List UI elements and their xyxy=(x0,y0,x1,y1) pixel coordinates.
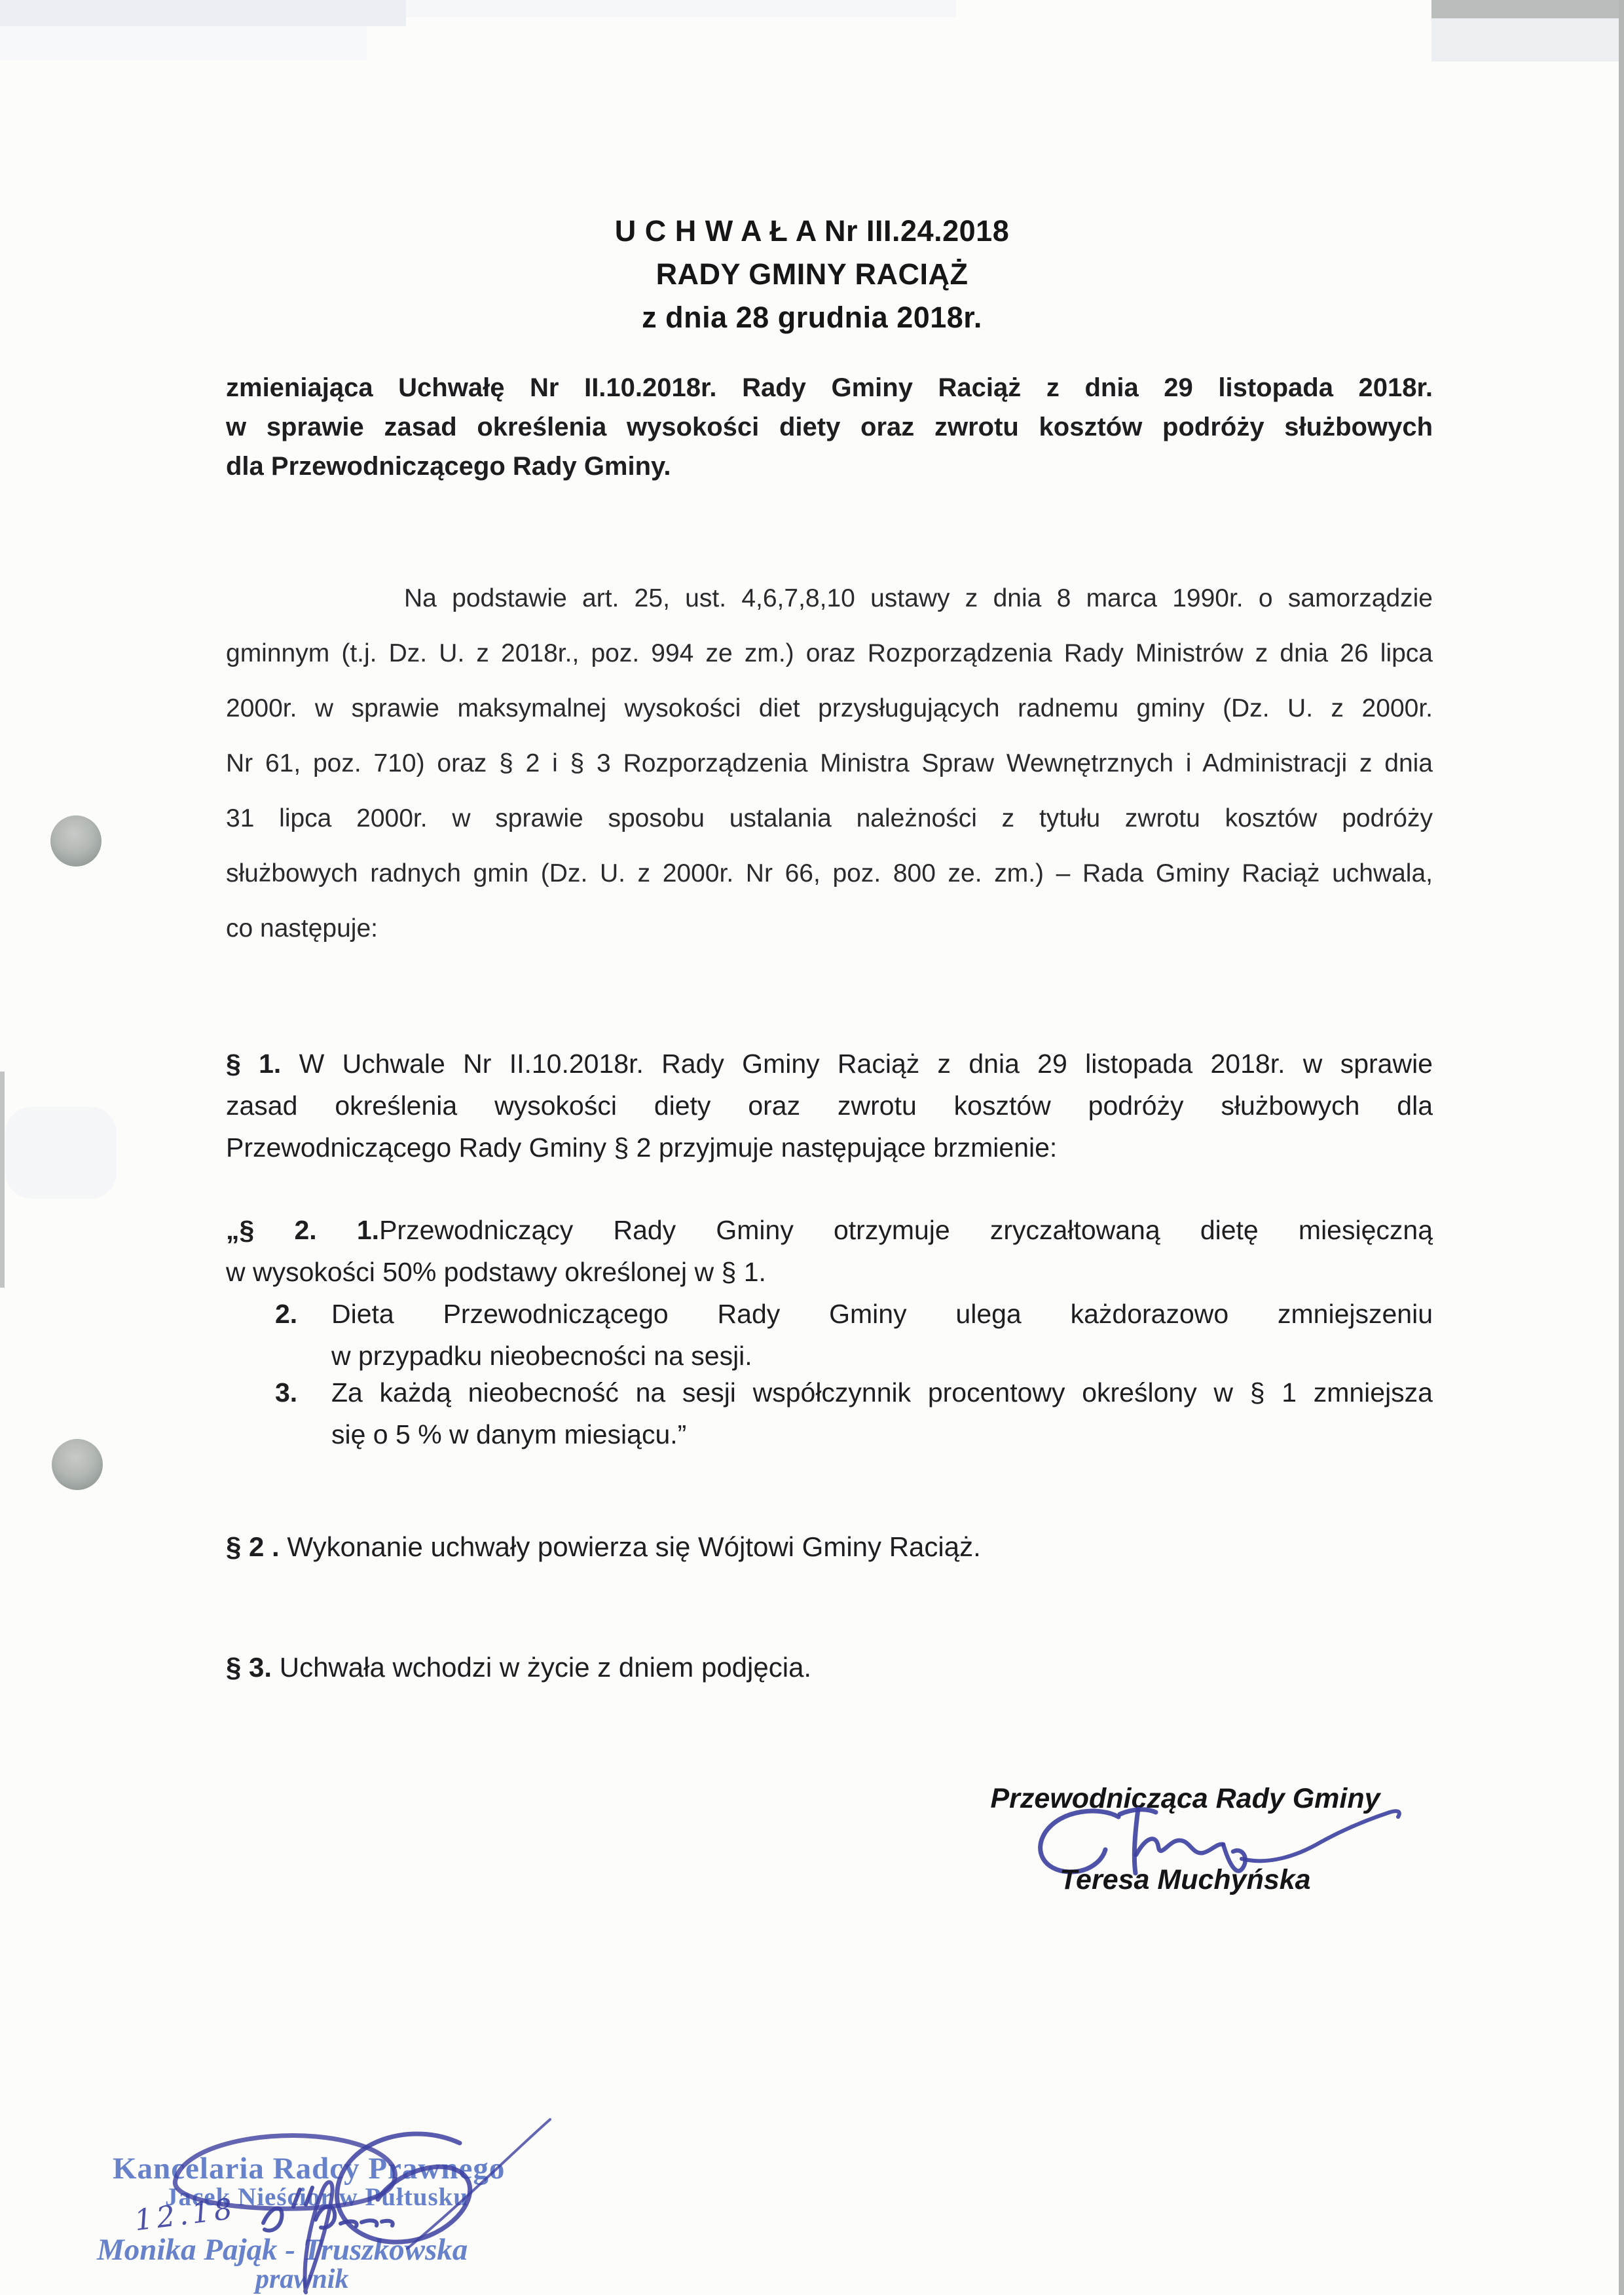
document-title xyxy=(0,210,1624,339)
scan-artifact-top-left-band-2 xyxy=(0,26,367,60)
section-1-label: § 1. xyxy=(226,1049,282,1079)
section-3-label: § 3. xyxy=(226,1652,272,1683)
signatory-name: Teresa Muchyńska xyxy=(1060,1864,1311,1895)
scan-artifact-top-right-band-2 xyxy=(1431,18,1624,62)
scan-artifact-left-edge xyxy=(0,1072,5,1288)
section-3-paragraph: § 3. Uchwała wchodzi w życie z dniem podjęcia. xyxy=(226,1652,812,1683)
quoted-item-2-line: w przypadku nieobecności na sesji. xyxy=(331,1341,752,1371)
section-2-paragraph: § 2 . Wykonanie uchwały powierza się Wójtowi Gminy Raciąż. xyxy=(226,1531,981,1562)
section-1-paragraph xyxy=(226,1043,1433,1168)
subject-line: w sprawie zasad określenia wysokości diety oraz zwrotu kosztów podróży służbowych xyxy=(226,413,1433,441)
quoted-item-2-line: Dieta Przewodniczącego Rady Gminy ulega każdorazowo zmniejszeniu xyxy=(331,1299,1433,1329)
quoted-item-2 xyxy=(275,1293,1433,1377)
lawyer-signature-ink xyxy=(98,2096,596,2295)
stamp-lawyer-name: Monika Pająk - Truszkowska xyxy=(97,2233,468,2267)
quoted-item-3 xyxy=(275,1371,1433,1455)
section-1-line: zasad określenia wysokości diety oraz zwrotu kosztów podróży służbowych dla xyxy=(226,1091,1433,1121)
stamp-office-name: Kancelaria Radcy Prawnego xyxy=(113,2152,506,2186)
legal-basis-line: gminnym (t.j. Dz. U. z 2018r., poz. 994 ze zm.) oraz Rozporządzenia Rady Ministrów z dnia 26 lipca xyxy=(226,639,1433,667)
quoted-item-1-line-2: w wysokości 50% podstawy określonej w § 1. xyxy=(226,1257,766,1287)
quoted-section-2-line xyxy=(226,1209,1433,1251)
punch-hole-mark xyxy=(52,1439,103,1490)
section-1-line: Przewodniczącego Rady Gminy § 2 przyjmuje następujące brzmienie: xyxy=(226,1132,1058,1163)
legal-basis-line: 31 lipca 2000r. w sprawie sposobu ustalania należności z tytułu zwrotu kosztów podróży xyxy=(226,804,1433,832)
scan-artifact-left-smudge xyxy=(5,1107,117,1199)
stamp-office-holder: Jacek Nieścior w Pułtusku xyxy=(165,2183,469,2211)
title-council-name: RADY GMINY RACIĄŻ xyxy=(655,257,969,291)
quoted-item-1: 1.Przewodniczący Rady Gminy otrzymuje zryczałtowaną dietę miesięczną xyxy=(356,1215,1433,1245)
scan-artifact-top-left-band xyxy=(0,0,406,26)
subject-line: dla Przewodniczącego Rady Gminy. xyxy=(226,452,671,481)
quoted-section-2-label: „§ 2. xyxy=(226,1215,317,1245)
stamp-lawyer-role: prawnik xyxy=(255,2264,349,2294)
quoted-item-3-line: się o 5 % w danym miesiącu.” xyxy=(331,1419,687,1449)
scan-artifact-top-band xyxy=(406,0,956,17)
title-resolution-number: U C H W A Ł A Nr III.24.2018 xyxy=(614,214,1010,248)
punch-hole-mark xyxy=(50,815,101,867)
legal-basis-closing: co następuje: xyxy=(226,914,378,942)
title-date: z dnia 28 grudnia 2018r. xyxy=(642,301,982,334)
legal-basis-line: Nr 61, poz. 710) oraz § 2 i § 3 Rozporządzenia Ministra Spraw Wewnętrznych i Administracji z dnia xyxy=(226,749,1433,777)
subject-line: zmieniająca Uchwałę Nr II.10.2018r. Rady Gminy Raciąż z dnia 29 listopada 2018r. xyxy=(226,373,1433,402)
quoted-item-2-number: 2. xyxy=(275,1299,298,1329)
legal-basis-line: służbowych radnych gmin (Dz. U. z 2000r. Nr 66, poz. 800 ze. zm.) – Rada Gminy Raciąż uchwala, xyxy=(226,859,1433,887)
scan-artifact-top-right-band xyxy=(1431,0,1624,18)
section-2-label: § 2 . xyxy=(226,1531,280,1562)
signatory-role: Przewodnicząca Rady Gminy xyxy=(990,1783,1380,1814)
legal-basis-line: Na podstawie art. 25, ust. 4,6,7,8,10 ustawy z dnia 8 marca 1990r. o samorządzie xyxy=(404,584,1433,612)
quoted-item-3-number: 3. xyxy=(275,1377,298,1408)
scan-artifact-right-edge xyxy=(1619,0,1624,2295)
legal-basis-paragraph xyxy=(226,571,1433,956)
legal-basis-line: 2000r. w sprawie maksymalnej wysokości diet przysługujących radnemu gminy (Dz. U. z 2000r. xyxy=(226,694,1433,722)
stamp-handwritten-date: 12.18 xyxy=(132,2192,238,2238)
section-1-line: § 1. W Uchwale Nr II.10.2018r. Rady Gminy Raciąż z dnia 29 listopada 2018r. w sprawie xyxy=(226,1049,1433,1079)
quoted-item-3-line: Za każdą nieobecność na sesji współczynnik procentowy określony w § 1 zmniejsza xyxy=(331,1377,1433,1408)
subject-paragraph xyxy=(226,368,1433,486)
